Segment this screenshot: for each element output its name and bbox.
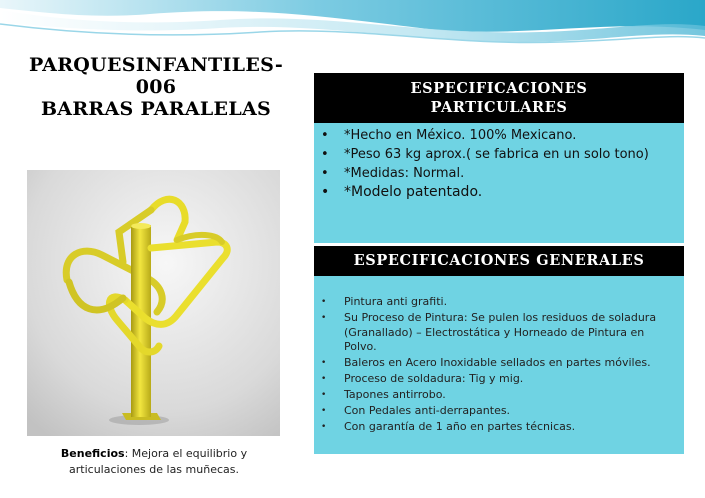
list-item: • Con Pedales anti-derrapantes. — [314, 404, 684, 419]
parallel-bars-illustration — [27, 170, 280, 436]
list-item: • *Modelo patentado. — [314, 184, 684, 201]
list-item: • *Peso 63 kg aprox.( se fabrica en un solo tono) — [314, 146, 684, 163]
wave-header-decoration — [0, 0, 705, 46]
benefits-label: Beneficios — [60, 447, 125, 460]
benefits-text: : Mejora el equilibrio y articulaciones de las muñecas. — [69, 447, 248, 476]
particular-heading-line1: ESPECIFICACIONES — [410, 80, 588, 97]
product-title-name: BARRAS PARALELAS — [40, 98, 272, 120]
particular-specs-heading — [314, 73, 684, 123]
list-item: • *Medidas: Normal. — [314, 165, 684, 182]
product-title-line1: PARQUESINFANTILES- — [28, 54, 284, 76]
list-item: • Proceso de soldadura: Tig y mig. — [314, 372, 684, 387]
list-item: • Con garantía de 1 año en partes técnicas. — [314, 420, 684, 435]
list-item: • Tapones antirrobo. — [314, 388, 684, 403]
product-title-code: 006 — [135, 76, 177, 98]
benefits-note — [30, 446, 278, 478]
product-title — [6, 54, 306, 120]
particular-heading-line2: PARTICULARES — [430, 99, 568, 116]
list-item: • *Hecho en México. 100% Mexicano. — [314, 127, 684, 144]
list-item: • Baleros en Acero Inoxidable sellados en partes móviles. — [314, 356, 684, 371]
particular-specs-list — [314, 123, 684, 201]
list-item: • Pintura anti grafiti. — [314, 295, 684, 310]
list-item: • Su Proceso de Pintura: Se pulen los residuos de soladura (Granallado) – Electrostática y Horneado de Pintura en Polvo. — [314, 311, 684, 355]
general-specs-panel — [314, 246, 684, 454]
particular-specs-panel — [314, 73, 684, 243]
general-specs-heading: ESPECIFICACIONES GENERALES — [314, 246, 684, 276]
general-specs-list — [314, 276, 684, 435]
